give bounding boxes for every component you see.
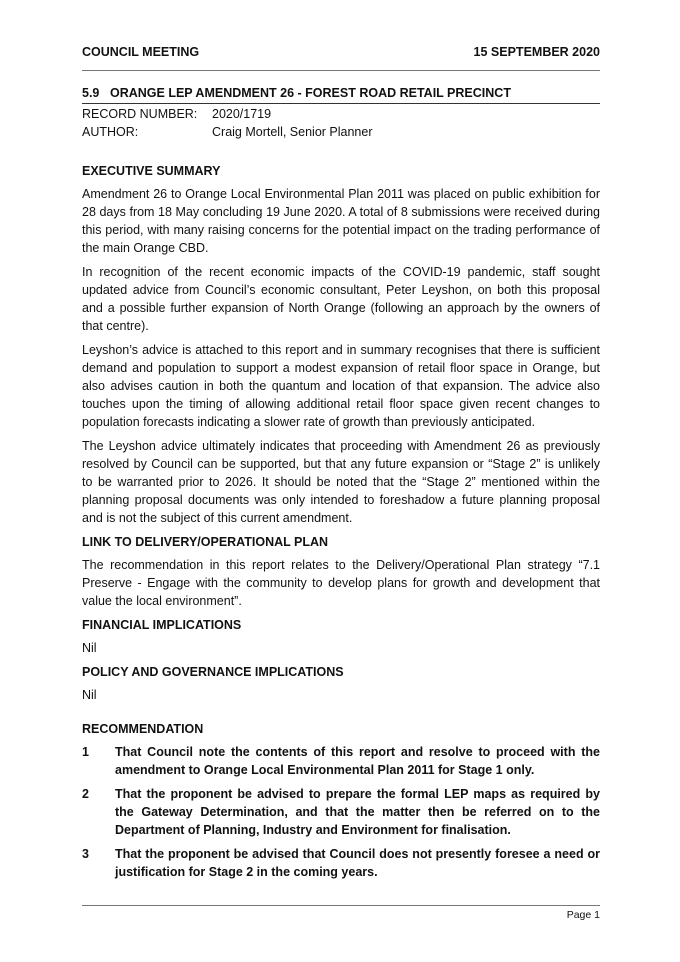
meeting-name: COUNCIL MEETING [82, 45, 200, 59]
agenda-item-title [82, 86, 600, 100]
page-header [82, 45, 600, 59]
recommendation-item [82, 845, 600, 881]
title-divider [82, 103, 600, 104]
record-number-label: RECORD NUMBER: [82, 107, 198, 121]
record-number-value: 2020/1719 [212, 107, 272, 121]
item-number: 5.9 [82, 86, 100, 100]
footer-divider [82, 905, 600, 906]
recommendation-text: That Council note the contents of this report and resolve to proceed with the amendment to Orange Local Environmental Plan 2011 for Stage 1 only. [115, 745, 600, 777]
recommendation-number: 3 [82, 847, 89, 861]
exec-summary-paragraph: Amendment 26 to Orange Local Environmental Plan 2011 was placed on public exhibition for 28 days from 18 May concluding 19 June 2020. A total of 8 submissions were received during this period, with many raising concerns for the potential impact on the trading performance of the main Orange CBD. [82, 187, 600, 255]
recommendation-item [82, 785, 600, 839]
author-value: Craig Mortell, Senior Planner [212, 125, 373, 139]
item-title-text: ORANGE LEP AMENDMENT 26 - FOREST ROAD RETAIL PRECINCT [110, 86, 511, 100]
report-body [82, 162, 600, 887]
exec-summary-heading: EXECUTIVE SUMMARY [82, 164, 221, 178]
record-number-row [82, 105, 373, 123]
policy-heading: POLICY AND GOVERNANCE IMPLICATIONS [82, 665, 344, 679]
exec-summary-paragraph: Leyshon’s advice is attached to this report and in summary recognises that there is sufficient demand and population to support a modest expansion of retail floor space in Orange, but also advises caution in both the quantum and location of that expansion. The advice also touches upon the timing of allowing additional retail floor space given recent changes to population forecasts indicating a slower rate of growth than previously anticipated. [82, 343, 600, 429]
recommendation-text: That the proponent be advised that Council does not presently foresee a need or justification for Stage 2 in the coming years. [115, 847, 600, 879]
policy-text: Nil [82, 688, 97, 702]
recommendation-number: 2 [82, 787, 89, 801]
recommendation-item [82, 743, 600, 779]
page-number: Page 1 [566, 909, 600, 921]
header-divider [82, 70, 600, 71]
financial-text: Nil [82, 641, 97, 655]
recommendation-number: 1 [82, 745, 89, 759]
financial-heading: FINANCIAL IMPLICATIONS [82, 618, 242, 632]
recommendation-text: That the proponent be advised to prepare the formal LEP maps as required by the Gateway Determination, and that the matter then be referred on to the Department of Planning, Industry and Environment for finalisation. [115, 787, 600, 837]
meeting-date: 15 SEPTEMBER 2020 [473, 45, 600, 59]
author-label: AUTHOR: [82, 125, 139, 139]
exec-summary-paragraph: In recognition of the recent economic impacts of the COVID-19 pandemic, staff sought updated advice from Council’s economic consultant, Peter Leyshon, on both this proposal and a possible further expansion of North Orange (following an approach by the owners of that centre). [82, 265, 600, 333]
record-meta [82, 105, 373, 141]
exec-summary-paragraph: The Leyshon advice ultimately indicates that proceeding with Amendment 26 as previously resolved by Council can be supported, but that any future expansion or “Stage 2” is unlikely to be warranted prior to 2026. It should be noted that the “Stage 2” mentioned within the planning proposal documents was only intended to foreshadow a future planning proposal and is not the subject of this current amendment. [82, 439, 600, 525]
delivery-plan-heading: LINK TO DELIVERY/OPERATIONAL PLAN [82, 535, 329, 549]
author-row [82, 123, 373, 141]
recommendation-heading: RECOMMENDATION [82, 722, 204, 736]
delivery-plan-text: The recommendation in this report relates to the Delivery/Operational Plan strategy “7.1 Preserve - Engage with the community to develop plans for growth and development that value the local environment”. [82, 558, 600, 608]
